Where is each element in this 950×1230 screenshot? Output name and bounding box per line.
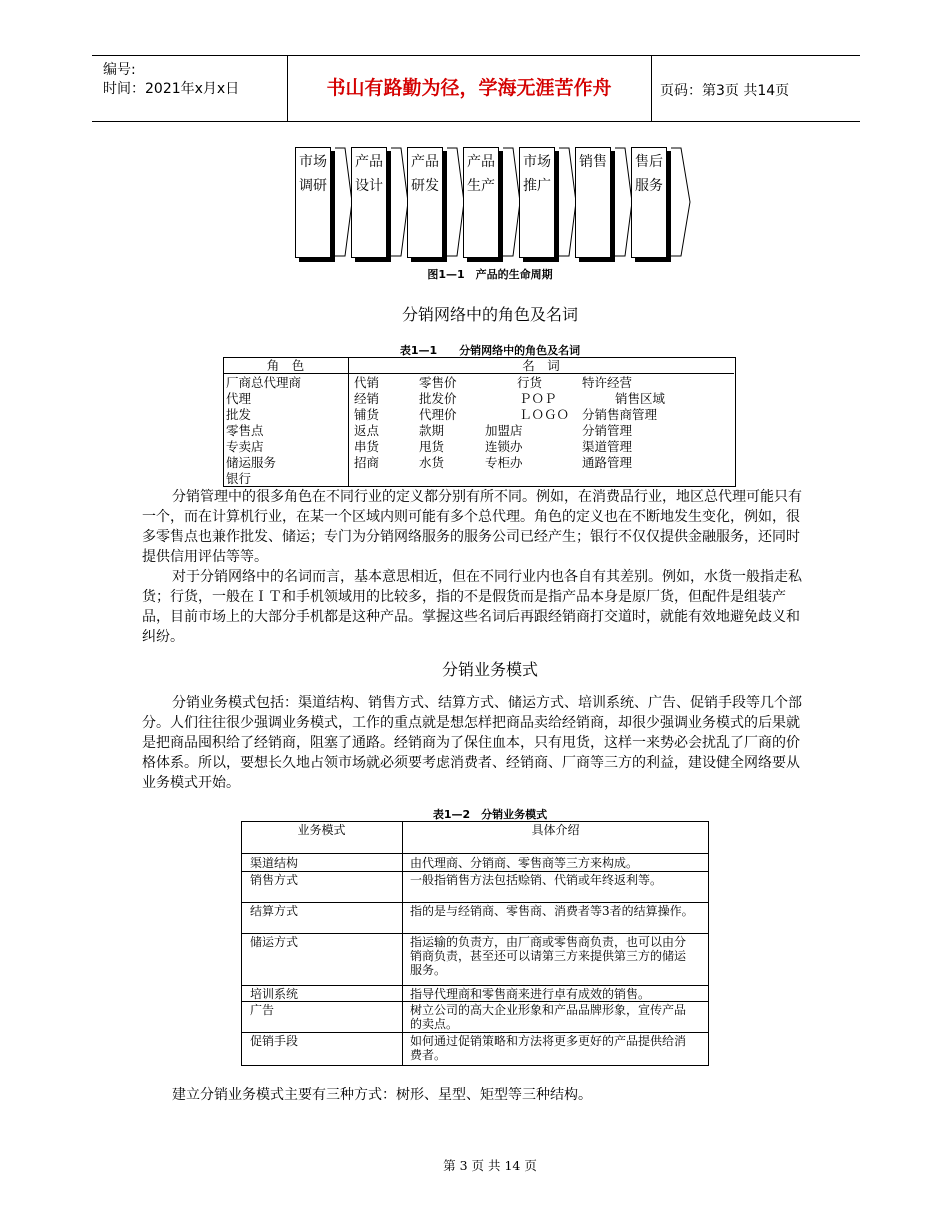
term-item: 行货 [517,375,543,390]
paragraph: 对于分销网络中的名词而言，基本意思相近，但在不同行业内也各自有其差别。例如，水货一般指走私货；行货，一般在ＩＴ和手机领域用的比较多，指的不是假货而是指产品本身是原厂货，但配件是组装产品，目前市场上的大部分手机都是这种产品。掌握这些名词后再跟经销商打交道时，就能有效地避免歧义和纠纷。 [142,569,802,645]
term-item: 销售区域 [615,391,666,406]
term-item: 零售价 [419,375,457,390]
table-header: 角 色 [266,358,305,373]
time-label: 时间：2021年x月x日 [103,81,240,97]
term-item: 串货 [354,439,380,454]
term-item: 分销管理 [582,423,633,438]
detail-cell: 指的是与经销商、零售商、消费者等3者的结算操作。 [410,904,694,918]
term-item: 代理价 [419,407,457,422]
detail-cell: 一般指销售方法包括赊销、代销或年终返利等。 [410,873,663,887]
role-item: 储运服务 [226,455,277,470]
term-item: 款期 [419,423,445,438]
page-label: 页码：第3页 共14页 [660,83,790,99]
mode-cell: 销售方式 [250,873,299,887]
term-item: 渠道管理 [582,439,633,454]
role-item: 银行 [226,471,252,486]
mode-cell: 促销手段 [250,1034,299,1048]
mode-cell: 结算方式 [250,904,299,918]
detail-cell: 如何通过促销策略和方法将更多更好的产品提供给消费者。 [410,1034,687,1062]
term-item: 特许经营 [582,375,633,390]
role-item: 批发 [226,407,252,422]
table-header: 具体介绍 [531,823,580,837]
footer-page-number: 第 3 页 共 14 页 [443,1158,537,1173]
flow-step-label: 产品研发 [411,154,439,194]
section-heading: 分销网络中的角色及名词 [401,305,578,324]
flow-step-label: 售后服务 [635,154,663,194]
term-item: 专柜办 [485,455,523,470]
table-header: 业务模式 [297,823,346,837]
flow-step-label: 市场调研 [299,154,327,194]
detail-cell: 树立公司的高大企业形象和产品品牌形象，宣传产品的卖点。 [410,1003,687,1031]
term-item: 加盟店 [485,423,523,438]
term-item: ＰＯＰ [519,391,557,406]
term-item: 水货 [419,455,445,470]
paragraph: 分销业务模式包括：渠道结构、销售方式、结算方式、储运方式、培训系统、广告、促销手段等几个部分。人们往往很少强调业务模式，工作的重点就是想怎样把商品卖给经销商，却很少强调业务模式的后果就是把商品囤积给了经销商，阻塞了通路。经销商为了保住血本，只有甩货，这样一来势必会扰乱了厂商的价格体系。所以，要想长久地占领市场就必须要考虑消费者、经销商、厂商等三方的利益，建设健全网络要从业务模式开始。 [142,695,802,791]
role-item: 厂商总代理商 [226,375,302,390]
flow-step-label: 产品生产 [467,154,495,194]
mode-cell: 培训系统 [250,987,299,1001]
term-item: ＬＯＧＯ [519,407,570,422]
term-item: 招商 [354,455,380,470]
figure-caption: 图1—1 产品的生命周期 [427,268,553,281]
role-item: 零售点 [226,423,264,438]
term-item: 铺货 [354,407,380,422]
flow-step-label: 市场推广 [523,154,551,194]
table-caption: 表1—2 分销业务模式 [432,808,548,821]
serial-label: 编号: [103,62,136,78]
flow-step-label: 销售 [579,154,607,170]
role-item: 专卖店 [226,439,264,454]
term-item: 通路管理 [582,455,633,470]
detail-cell: 由代理商、分销商、零售商等三方来构成。 [410,856,639,870]
term-item: 甩货 [419,439,445,454]
term-item: 经销 [354,391,380,406]
mode-cell: 广告 [250,1003,275,1017]
flow-step-label: 产品设计 [355,154,383,194]
mode-cell: 渠道结构 [250,856,299,870]
table-header: 名 词 [522,358,560,373]
term-item: 代销 [354,375,380,390]
section-heading: 分销业务模式 [441,660,538,679]
term-item: 批发价 [419,391,457,406]
detail-cell: 指运输的负责方，由厂商或零售商负责，也可以由分销商负责，甚至还可以请第三方来提供第三方的储运服务。 [410,935,687,977]
closing-paragraph: 建立分销业务模式主要有三种方式：树形、星型、矩型等三种结构。 [172,1087,592,1103]
term-item: 分销售商管理 [582,407,658,422]
detail-cell: 指导代理商和零售商来进行卓有成效的销售。 [410,987,651,1001]
paragraph: 分销管理中的很多角色在不同行业的定义都分别有所不同。例如，在消费品行业，地区总代理可能只有一个，而在计算机行业，在某一个区域内则可能有多个总代理。角色的定义也在不断地发生变化，例如，很多零售点也兼作批发、储运；专门为分销网络服务的服务公司已经产生；银行不仅仅提供金融服务，还同时提供信用评估等等。 [142,489,802,565]
role-item: 代理 [226,391,252,406]
term-item: 连锁办 [485,439,523,454]
term-item: 返点 [354,423,380,438]
motto: 书山有路勤为径，学海无涯苦作舟 [326,77,612,99]
table-caption: 表1—1 分销网络中的角色及名词 [399,344,581,357]
mode-cell: 储运方式 [250,935,299,949]
